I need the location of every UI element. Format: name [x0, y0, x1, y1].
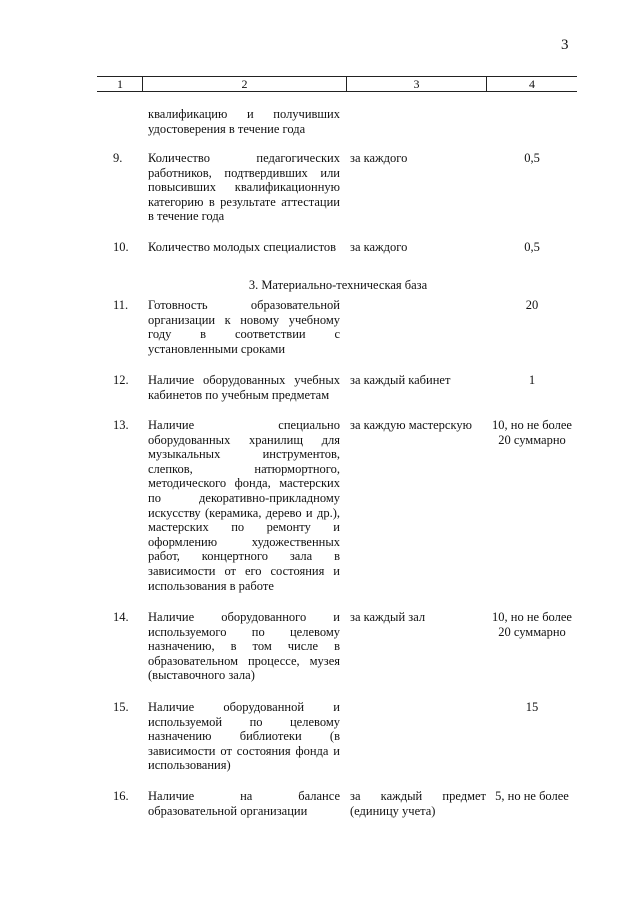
section-title: 3. Материально-техническая база	[248, 278, 428, 292]
row-value: 15	[525, 700, 539, 714]
row-description: Наличие оборудованных учебных кабинетов по учебным предметам	[148, 373, 340, 402]
row-description: Количество педагогических работников, подтвердивших или повысивших квалификационную категорию в результате аттестации в течение года	[148, 151, 340, 224]
row-number: 11.	[113, 298, 129, 312]
row-description: Наличие оборудованного и используемого по целевому назначению, в том числе в образовательном процессе, музея (выставочного зала)	[148, 610, 340, 683]
row-number: 16.	[113, 789, 129, 803]
row-number: 15.	[113, 700, 129, 714]
row-unit: за каждую мастерскую	[350, 418, 472, 432]
row-number: 14.	[113, 610, 129, 624]
row-unit: за каждый предмет (единицу учета)	[350, 789, 486, 818]
row-unit: за каждый кабинет	[350, 373, 451, 387]
row-number: 9.	[113, 151, 123, 165]
row-number: 12.	[113, 373, 129, 387]
header-col-1: 1	[117, 77, 123, 91]
row-value: 10, но не более 20 суммарно	[492, 418, 572, 447]
row-description: Наличие оборудованной и используемой по целевому назначению библиотеки (в зависимости от состояния фонда и использования)	[148, 700, 340, 773]
row-description: Готовность образовательной организации к новому учебному году в соответствии с установленными сроками	[148, 298, 340, 356]
row-number: 13.	[113, 418, 129, 432]
row-value: 10, но не более 20 суммарно	[492, 610, 572, 639]
table-header	[97, 76, 577, 92]
row-description: Наличие на балансе образовательной организации	[148, 789, 340, 818]
row-value: 20	[525, 298, 539, 312]
row-description: Наличие специально оборудованных хранилищ для музыкальных инструментов, слепков, натюрмортного, методического фонда, мастерских по декоративно-прикладному искусству (керамика, дерево и др.), мастерских по ремонту и оформлению художественных работ, концертного зала в зависимости от его состояния и использования в работе	[148, 418, 340, 593]
row-value: 5, но не более	[495, 789, 569, 803]
row-description: Количество молодых специалистов	[148, 240, 337, 254]
row-value: 1	[528, 373, 536, 387]
page-number: 3	[561, 37, 569, 53]
row-unit: за каждый зал	[350, 610, 426, 624]
header-col-3: 3	[413, 77, 420, 91]
row-unit: за каждого	[350, 240, 408, 254]
header-col-2: 2	[241, 77, 248, 91]
row-unit: за каждого	[350, 151, 408, 165]
row-value: 0,5	[524, 151, 540, 165]
row-number: 10.	[113, 240, 129, 254]
header-col-4: 4	[529, 77, 535, 91]
row-value: 0,5	[524, 240, 540, 254]
row-description: квалификацию и получивших удостоверения в течение года	[148, 107, 340, 136]
